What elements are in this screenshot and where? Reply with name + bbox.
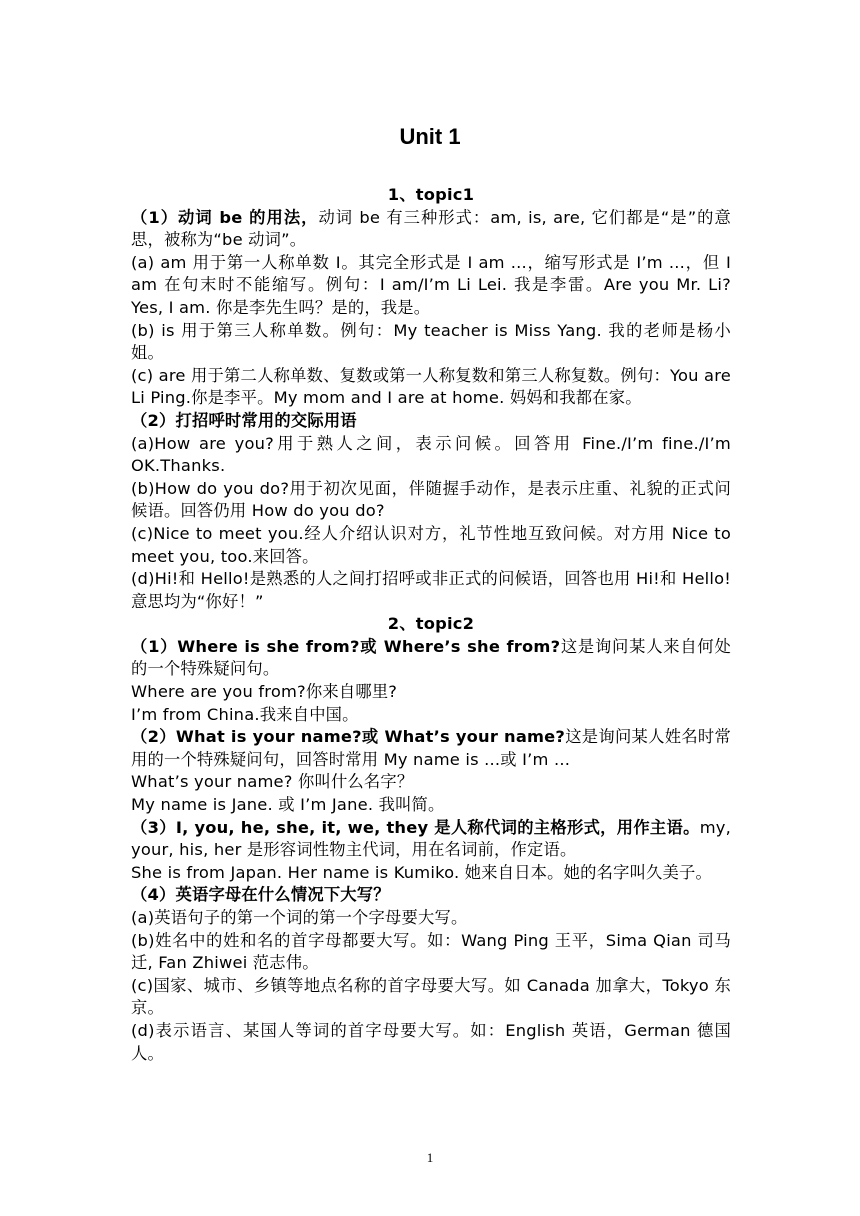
topic1-heading: 1、topic1	[387, 185, 475, 204]
section-text: 动词 be 有三种形式：am, is, are, 它们都是“是”的意思，被称为“be 动词”。	[131, 207, 731, 250]
topic2-section1	[131, 636, 731, 681]
page-title: Unit 1	[399, 124, 461, 149]
topic1-s2-a: (a)How are you?用于熟人之间，表示问候。回答用 Fine./I’m fine./I’m OK.Thanks.	[131, 433, 731, 476]
topic1-s2-c: (c)Nice to meet you.经人介绍认识对方，礼节性地互致问候。对方用 Nice to meet you, too.来回答。	[131, 523, 731, 566]
topic2-heading: 2、topic2	[387, 614, 475, 634]
page-number: 1	[426, 1150, 434, 1165]
topic2-s4-d: (d)表示语言、某国人等词的首字母要大写。如：English 英语，German 德国人。	[131, 1020, 731, 1063]
topic2-s2-example1: What’s your name? 你叫什么名字？	[131, 772, 414, 792]
section-lead: （4）英语字母在什么情况下大写？	[131, 885, 390, 905]
topic1-section1	[131, 207, 731, 252]
topic1-section2	[131, 410, 731, 433]
document-body	[131, 0, 731, 1065]
section-lead: （2）打招呼时常用的交际用语	[131, 410, 357, 430]
topic2-s2-example2: My name is Jane. 或 I’m Jane. 我叫简。	[131, 795, 445, 815]
topic2-section2	[131, 726, 731, 771]
topic1-point-a: (a) am 用于第一人称单数 I。其完全形式是 I am ...，缩写形式是 I’m ...，但 I am 在句末时不能缩写。例句：I am/I’m Li Lei. 我是李雷。Are you Mr. Li? Yes, I am. 你是李先生吗？是的，我是。	[131, 252, 731, 317]
topic1-s2-d: (d)Hi!和 Hello!是熟悉的人之间打招呼或非正式的问候语，回答也用 Hi!和 Hello!意思均为“你好！”	[131, 569, 731, 611]
section-lead: （1）动词 be 的用法，	[131, 207, 319, 227]
topic2-s3-example: She is from Japan. Her name is Kumiko. 她来自日本。她的名字叫久美子。	[131, 862, 712, 882]
topic2-s1-example1: Where are you from?你来自哪里?	[131, 682, 398, 702]
topic2-s4-c: (c)国家、城市、乡镇等地点名称的首字母要大写。如 Canada 加拿大，Tokyo 东京。	[131, 975, 731, 1018]
topic2-s4-b: (b)姓名中的姓和名的首字母都要大写。如：Wang Ping 王平，Sima Qian 司马迁, Fan Zhiwei 范志伟。	[131, 930, 731, 973]
section-text: 这是询问某人姓名时常用的一个特殊疑问句，回答时常用 My name is ...或 I’m ...	[131, 727, 731, 769]
section-lead: （2）What is your name?或 What’s your name?	[131, 727, 566, 747]
section-lead: （3）I, you, he, she, it, we, they 是人称代词的主格形式，用作主语。	[131, 817, 700, 837]
topic1-point-b: (b) is 用于第三人称单数。例句：My teacher is Miss Yang. 我的老师是杨小姐。	[131, 320, 731, 363]
topic1-s2-b: (b)How do you do?用于初次见面，伴随握手动作，是表示庄重、礼貌的正式问候语。回答仍用 How do you do?	[131, 478, 731, 521]
topic2-section4	[131, 884, 731, 907]
topic2-section3	[131, 817, 731, 862]
topic1-point-c: (c) are 用于第二人称单数、复数或第一人称复数和第三人称复数。例句：You are Li Ping.你是李平。My mom and I are at home. 妈妈和我都在家。	[131, 365, 731, 408]
section-text: 这是询问某人来自何处的一个特殊疑问句。	[131, 636, 731, 679]
topic2-s1-example2: I’m from China.我来自中国。	[131, 704, 359, 724]
topic2-s4-a: (a)英语句子的第一个词的第一个字母要大写。	[131, 908, 468, 927]
section-text: my, your, his, her 是形容词性物主代词，用在名词前，作定语。	[131, 817, 731, 860]
section-lead: （1）Where is she from?或 Where’s she from?	[131, 636, 561, 656]
